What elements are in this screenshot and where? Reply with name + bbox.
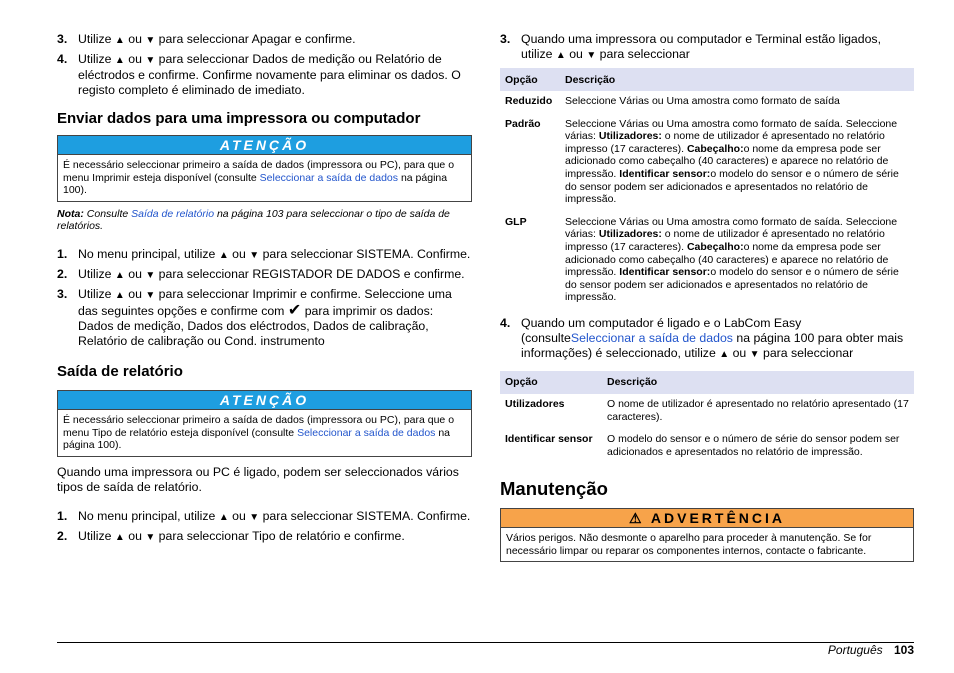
left-column	[57, 32, 472, 549]
link-select-output[interactable]: Seleccionar a saída de dados	[259, 171, 399, 184]
down-arrow-icon: ▼	[145, 35, 156, 46]
output-step-4: 4. Quando um computador é ligado e o LabCom Easy (consulteSeleccionar a saída de dados na página 100 para obter mais informações) é seleccionado, utilize ▲ ou ▼ para seleccionar	[500, 315, 904, 360]
down-arrow-icon: ▼	[749, 348, 760, 360]
options-table-labcom	[500, 371, 914, 458]
up-arrow-icon: ▲	[114, 35, 125, 46]
step-number: 1.	[57, 508, 68, 523]
page-number: 103	[893, 643, 914, 657]
step-number: 4.	[500, 315, 511, 330]
option-name: Padrão	[505, 117, 541, 130]
note: Nota: Consulte Saída de relatório na página 103 para seleccionar o tipo de saída de relatórios.	[57, 207, 450, 233]
option-name: Identificar sensor	[505, 433, 593, 446]
warning-body: Vários perigos. Não desmonte o aparelho para proceder à manutenção. Se for necessário limpar ou reparar os componentes internos, contacte o fabricante.	[501, 527, 913, 561]
table-row	[500, 118, 914, 216]
step-number: 2.	[57, 528, 68, 543]
down-arrow-icon: ▼	[145, 289, 156, 301]
up-arrow-icon: ▲	[555, 50, 566, 61]
section-title-send-data: Enviar dados para uma impressora ou computador	[57, 110, 421, 127]
warning-notice	[500, 508, 914, 562]
attention-body: É necessário seleccionar primeiro a saída de dados (impressora ou PC), para que o menu Tipo de relatório esteja disponível (consulte Seleccionar a saída de dados na página 100).	[58, 409, 471, 456]
link-select-output[interactable]: Seleccionar a saída de dados	[297, 426, 436, 439]
warning-heading: ⚠ ADVERTÊNCIA	[501, 509, 913, 527]
attention-body: É necessário seleccionar primeiro a saída de dados (impressora ou PC), para que o menu Imprimir esteja disponível (consulte Seleccionar a saída de dados na página 100).	[58, 154, 471, 201]
option-description: Seleccione Várias ou Uma amostra como formato de saída	[565, 95, 840, 107]
step-text: ou	[128, 52, 142, 66]
down-arrow-icon: ▼	[145, 269, 156, 281]
step-text: para seleccionar Apagar e confirme.	[158, 32, 356, 46]
down-arrow-icon: ▼	[145, 531, 156, 543]
up-arrow-icon: ▲	[218, 249, 229, 261]
step-number: 3.	[500, 32, 511, 46]
options-table-printer	[500, 68, 914, 310]
down-arrow-icon: ▼	[586, 50, 597, 61]
step-text: Utilize	[78, 52, 112, 66]
section-title-report-output: Saída de relatório	[57, 362, 183, 380]
step-text: para seleccionar Dados de medição ou Relatório de eléctrodos e confirme. Confirme novamente para eliminar os dados. O registo completo é eliminado de imediato.	[78, 52, 461, 97]
column-header-option: Opção	[500, 68, 560, 91]
link-select-output[interactable]: Seleccionar a saída de dados	[570, 330, 733, 345]
table-row	[500, 394, 914, 433]
footer-language: Português	[827, 643, 883, 657]
print-step-2: 2. Utilize ▲ ou ▼ para seleccionar REGISTADOR DE DADOS e confirme.	[57, 266, 465, 281]
column-header-option: Opção	[500, 371, 602, 394]
report-steps	[57, 509, 472, 545]
up-arrow-icon: ▲	[114, 531, 125, 543]
print-step-3: 3. Utilize ▲ ou ▼ para seleccionar Imprimir e confirme. Seleccione uma das seguintes opções e confirme com ✔ para imprimir os dados: Dados de medição, Dados dos eléctrodos, Dados de calibração, Relatório de calibração ou Cond. instrumento	[57, 286, 452, 348]
up-arrow-icon: ▲	[114, 289, 125, 301]
attention-heading: ATENÇÃO	[58, 391, 471, 409]
option-description: O nome de utilizador é apresentado no relatório apresentado (17 caracteres).	[607, 397, 909, 423]
down-arrow-icon: ▼	[249, 249, 260, 261]
delete-step-3	[57, 32, 472, 48]
down-arrow-icon: ▼	[249, 511, 260, 523]
table-row	[500, 91, 914, 118]
option-name: GLP	[505, 215, 527, 228]
report-step-2: 2. Utilize ▲ ou ▼ para seleccionar Tipo de relatório e confirme.	[57, 528, 405, 543]
step-number: 3.	[57, 32, 68, 46]
print-step-1: 1. No menu principal, utilize ▲ ou ▼ para seleccionar SISTEMA. Confirme.	[57, 246, 471, 261]
step-number: 4.	[57, 52, 68, 66]
link-report-output[interactable]: Saída de relatório	[131, 207, 215, 220]
delete-step-4	[57, 52, 472, 98]
table-header-row	[500, 371, 914, 394]
attention-heading: ATENÇÃO	[58, 136, 471, 154]
checkmark-icon: ✔	[287, 301, 302, 319]
footer-rule	[57, 642, 914, 643]
step-number: 1.	[57, 246, 68, 261]
attention-notice-print	[57, 135, 472, 202]
warning-icon: ⚠	[628, 510, 645, 527]
attention-notice-report	[57, 390, 472, 457]
report-step-1: 1. No menu principal, utilize ▲ ou ▼ para seleccionar SISTEMA. Confirme.	[57, 508, 471, 523]
up-arrow-icon: ▲	[218, 511, 229, 523]
option-description: Seleccione Várias ou Uma amostra como formato de saída. Seleccione várias: Utilizadores: o nome de utilizador é apresentado no relatório impresso (17 caracteres). Cabeçalho:o nome da empresa pode ser adicionado como cabeçalho (40 caracteres) e aparece no relatório de impressão. Identificar sensor:o modelo do sensor e o número de série do sensor podem ser adicionados e apresentados no relatório de impressão.	[565, 117, 899, 206]
up-arrow-icon: ▲	[719, 348, 730, 360]
up-arrow-icon: ▲	[114, 55, 125, 66]
option-name: Reduzido	[505, 95, 553, 107]
option-description: O modelo do sensor e o número de série do sensor podem ser adicionados e apresentados no relatório de impressão.	[607, 433, 900, 458]
page-footer	[828, 643, 914, 657]
down-arrow-icon: ▼	[145, 55, 156, 66]
step-text: ou	[128, 32, 142, 46]
option-name: Utilizadores	[505, 397, 565, 410]
step-number: 3.	[57, 286, 68, 301]
report-paragraph: Quando uma impressora ou PC é ligado, podem ser seleccionados vários tipos de saída de relatório.	[57, 464, 459, 494]
output-step-3: 3. Quando uma impressora ou computador e Terminal estão ligados, utilize ▲ ou ▼ para seleccionar	[500, 32, 881, 61]
section-title-maintenance: Manutenção	[500, 478, 608, 500]
column-header-description: Descrição	[602, 371, 914, 394]
note-label: Nota:	[57, 207, 84, 220]
table-row	[500, 433, 914, 458]
step-text: Utilize	[78, 32, 112, 46]
right-column	[500, 32, 914, 562]
print-steps	[57, 247, 472, 349]
option-description: Seleccione Várias ou Uma amostra como formato de saída. Seleccione várias: Utilizadores: o nome de utilizador é apresentado no relatório impresso (17 caracteres). Cabeçalho:o nome da empresa pode ser adicionado como cabeçalho (40 caracteres) e aparece no relatório de impressão. Identificar sensor:o modelo do sensor e o número de série do sensor podem ser adicionados e apresentados no relatório de impressão.	[565, 215, 899, 304]
up-arrow-icon: ▲	[114, 269, 125, 281]
table-header-row	[500, 68, 914, 91]
step-number: 2.	[57, 266, 68, 281]
table-row	[500, 216, 914, 310]
column-header-description: Descrição	[560, 68, 914, 91]
